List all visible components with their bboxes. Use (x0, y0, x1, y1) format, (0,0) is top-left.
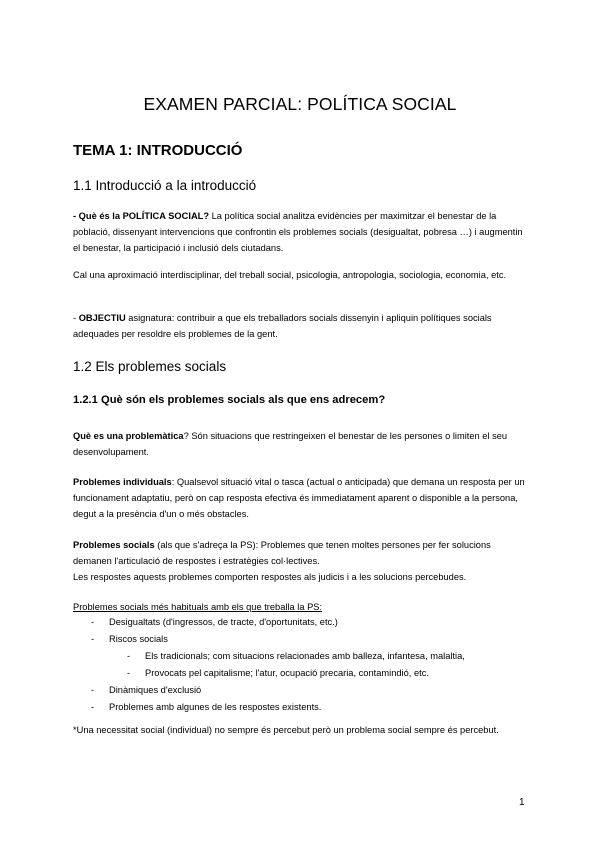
tema-heading: TEMA 1: INTRODUCCIÓ (73, 142, 243, 159)
objectiu-text: asignatura: contribuir a que els treballadors socials dissenyin i apliquin polítiques socials adequades per resoldre els problemes de la gent. (73, 313, 492, 339)
footnote: *Una necessitat social (individual) no sempre és percebut però un problema social sempre és percebut. (73, 725, 499, 735)
list-item: - Desigualtats (d'ingressos, de tracte, d'oportunitats, etc.) (73, 614, 529, 631)
definition-politica-social: La política social analitza evidències per maximitzar el benestar de la població, dissenyant intervencions que confrontin els problemes socials (desigualtat, pobresa …) i augmentin el benestar, la participació i inclusió dels ciutadans. (73, 211, 523, 253)
list-item: - Dinàmiques d'exclusió (73, 682, 529, 699)
paragraph-politica-social (73, 208, 529, 256)
list-item-label: Riscos socials (109, 634, 168, 644)
objectiu-label: OBJECTIU (78, 313, 126, 323)
problemes-individuals-label: Problemes individuals (73, 477, 172, 487)
problemes-socials-label: Problemes socials (73, 540, 155, 550)
sub-list-item: - Provocats pel capitalisme; l'atur, ocupació precaria, contamindió, etc. (73, 665, 529, 682)
document-title: EXAMEN PARCIAL: POLÍTICA SOCIAL (143, 94, 457, 114)
paragraph-interdisciplinar: Cal una aproximació interdisciplinar, del treball social, psicologia, antropologia, sociologia, economia, etc. (73, 270, 507, 280)
paragraph-objectiu (73, 310, 529, 342)
problemes-socials-text-2: Les respostes aquests problemes comporten respostes als judicis i a les solucions percebudes. (73, 572, 467, 582)
paragraph-problemes-socials (73, 537, 529, 585)
problematica-label: Què es una problemàtica (73, 431, 184, 441)
problemes-individuals-text: : Qualsevol situació vital o tasca (actual o anticipada) que demana un resposta per un funcionament adaptatiu, però on cap resposta efectiva és immediatament aparent o disponible a la persona, degut a la presència d'un o més obstacles. (73, 477, 525, 519)
section-1-2-1-heading: 1.2.1 Què són els problemes socials als que ens adrecem? (73, 394, 386, 406)
objectiu-dash: - (73, 313, 79, 323)
paragraph-problemes-individuals (73, 474, 529, 522)
sub-list (109, 648, 529, 682)
problemes-socials-text: (als que s'adreça la PS): Problemes que tenen moltes persones per fer solucions demanen l'articulació de respostes i estratègies col·lectives. (73, 540, 491, 566)
problems-list (73, 614, 529, 716)
section-1-2-heading: 1.2 Els problemes socials (73, 359, 227, 374)
paragraph-problematica (73, 428, 529, 460)
problematica-text: ? Són situacions que restringeixen el benestar de les persones o limiten el seu desenvolupament. (73, 431, 508, 457)
list-title: Problemes socials més habituals amb els que treballa la PS: (73, 602, 323, 612)
list-item (73, 631, 529, 682)
list-item: - Problemes amb algunes de les respostes existents. (73, 699, 529, 716)
question-politica-social: - Què és la POLÍTICA SOCIAL? (73, 211, 210, 221)
section-1-1-heading: 1.1 Introducció a la introducció (73, 178, 257, 193)
page-number: 1 (519, 797, 525, 808)
sub-list-item: - Els tradicionals; com situacions relacionades amb balleza, infantesa, malaltia, (73, 648, 529, 665)
